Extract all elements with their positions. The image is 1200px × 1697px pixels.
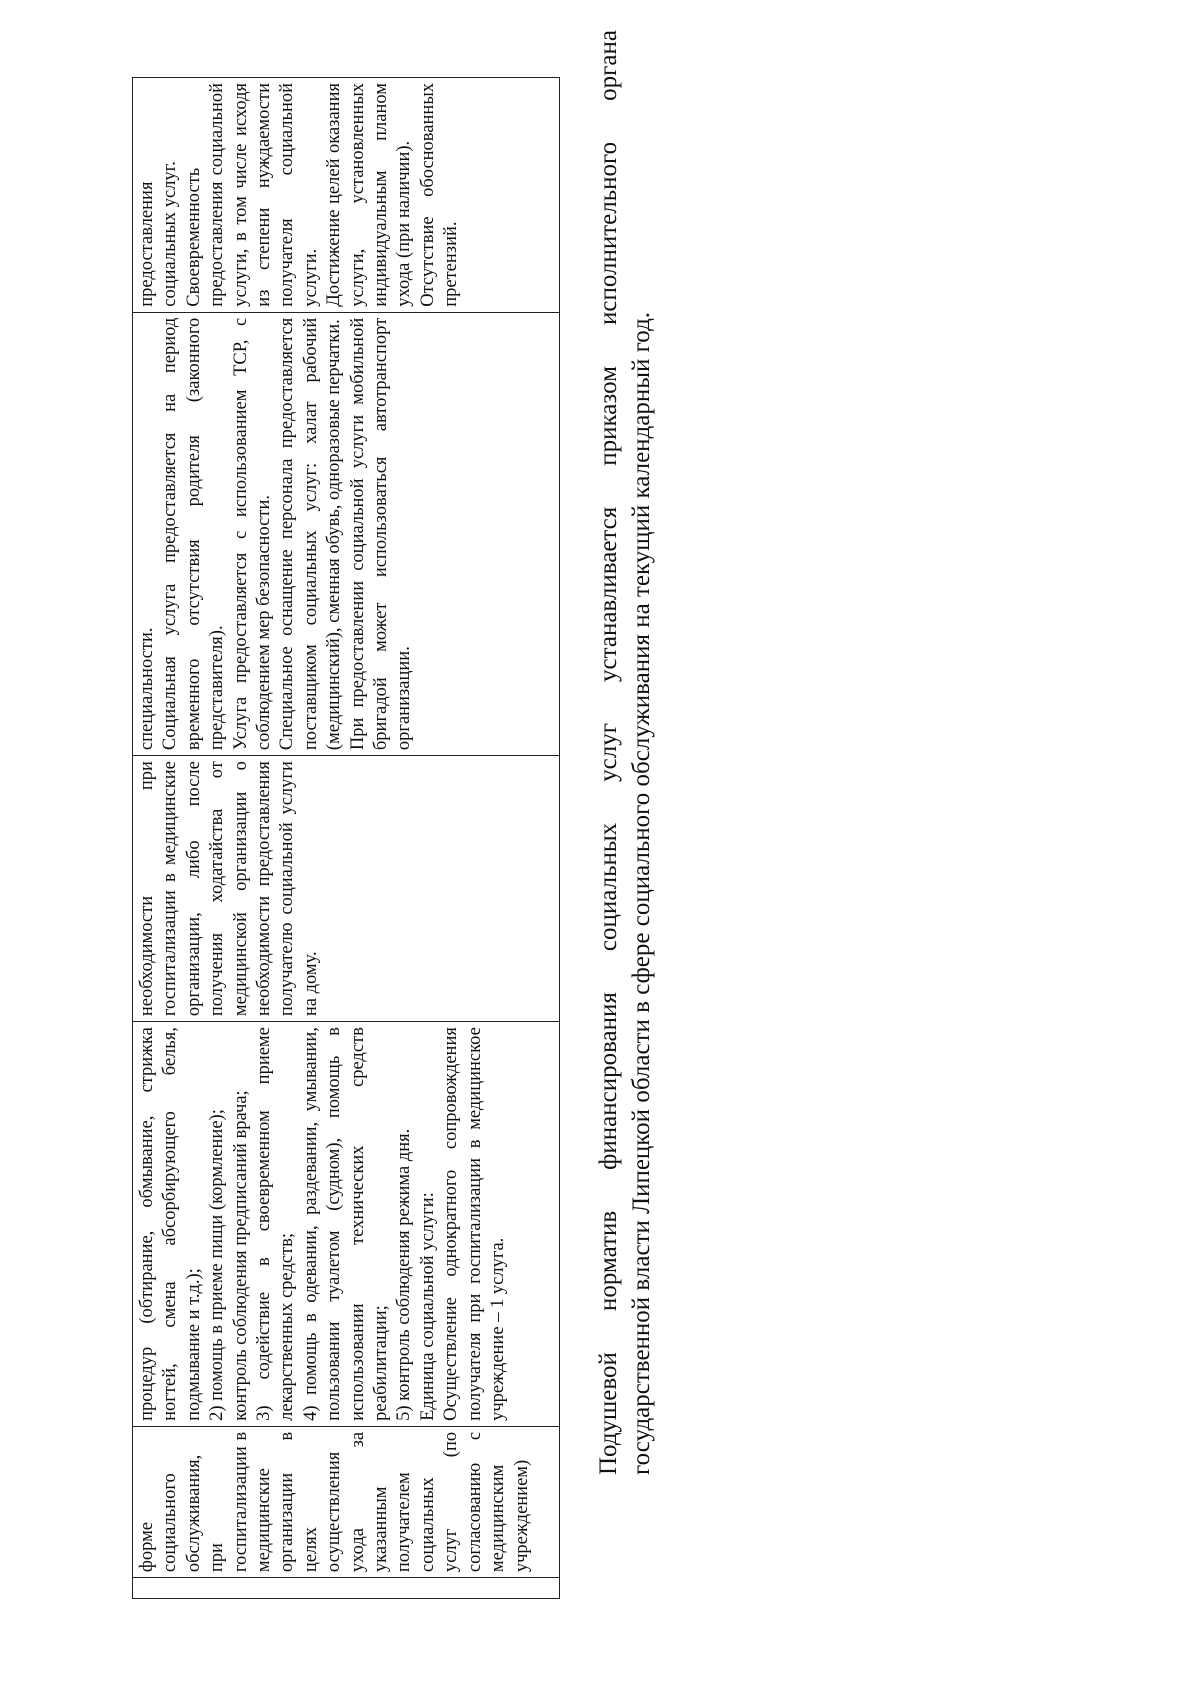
- quality-line: Отсутствие обоснованных претензий.: [417, 83, 462, 307]
- services-table: [132, 77, 560, 1599]
- description-line: 3) содействие в своевременном приеме лекарственных средств;: [254, 1027, 298, 1421]
- description-line: 4) помощь в одевании, раздевании, умывании, пользовании туалетом (судном), помощь в использовании технических средств реабилитации;: [300, 1027, 392, 1421]
- cell-service-form: [133, 1426, 560, 1577]
- description-line: процедур (обтирание, обмывание, стрижка ногтей, смена абсорбирующего белья, подмывание и т.д.);: [137, 1027, 204, 1421]
- conditions-line: При предоставлении социальной услуги мобильной бригадой может использоваться автотранспорт организации.: [347, 317, 415, 751]
- description-line: Осуществление однократного сопровождения получателя при госпитализации в медицинское учреждение – 1 услуга.: [441, 1027, 509, 1421]
- conditions-line: Специальное оснащение персонала предоставляется поставщиком социальных услуг: халат рабочий (медицинский), сменная обувь, одноразовые перчатки.: [277, 317, 345, 751]
- quality-line: Своевременность предоставления социальной услуги, в том числе исходя из степени нуждаемости получателя социальной услуги.: [183, 83, 321, 307]
- cell-quality-indicators: [133, 78, 560, 313]
- conditions-line: специальности.: [137, 627, 157, 751]
- conditions-line: Услуга предоставляется с использованием ТСР, с соблюдением мер безопасности.: [230, 317, 275, 751]
- description-line: 5) контроль соблюдения режима дня.: [394, 1128, 415, 1421]
- cell-service-conditions: [133, 312, 560, 755]
- conditions-line: Социальная услуга предоставляется на период временного отсутствия родителя (законного представителя).: [160, 317, 228, 751]
- description-line: Единица социальной услуги:: [417, 1192, 438, 1421]
- quality-line: Достижение целей оказания услуги, установленных индивидуальным планом ухода (при наличии).: [324, 83, 415, 307]
- terms-text: необходимости при госпитализации в медицинские организации, либо после получения ходатайства от медицинской организации о необходимости предоставления получателю социальной услуги на дому.: [137, 761, 321, 1017]
- funding-note-line-1: Подушевой норматив финансирования социальных услуг устанавливается приказом исполнительного органа: [595, 30, 622, 1475]
- quality-line: предоставления социальных услуг.: [137, 161, 181, 307]
- cell-number: [133, 1578, 560, 1599]
- funding-note-line-2: государственной власти Липецкой области в сфере социального обслуживания на текущий календарный год.: [628, 311, 655, 1475]
- service-form-text: форме социального обслуживания, при госпитализации в медицинские организации в целях осуществления ухода за указанным получателем социальных услуг (по согласованию с медицинским учреждением): [137, 1431, 532, 1573]
- cell-service-terms: [133, 756, 560, 1022]
- description-line: 2) помощь в приеме пищи (кормление);: [207, 1109, 228, 1421]
- cell-service-description: [133, 1022, 560, 1427]
- description-line: контроль соблюдения предписаний врача;: [230, 1090, 251, 1421]
- table-row: [133, 78, 560, 1599]
- funding-note: [592, 30, 658, 1475]
